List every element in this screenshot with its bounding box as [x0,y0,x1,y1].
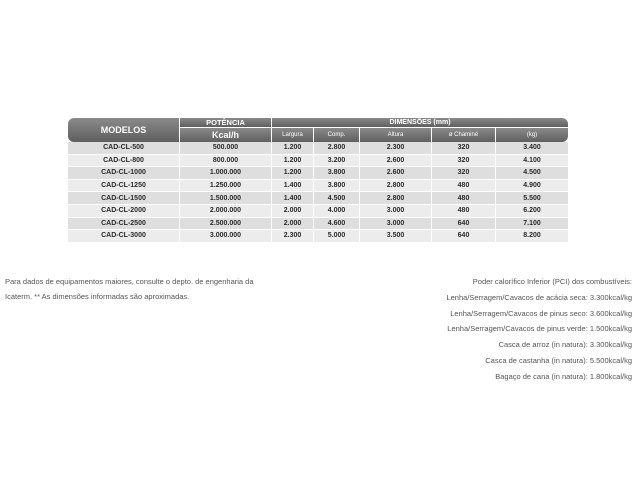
cell-width: 2.000 [272,218,314,231]
cell-chimney: 480 [432,192,496,205]
cell-chimney: 320 [432,167,496,180]
cell-power: 500.000 [180,142,272,155]
calorific-item: Casca de arroz (in natura): 3.300kcal/kg [498,340,632,350]
cell-model: CAD-CL-3000 [68,230,180,243]
table-row [68,230,568,243]
cell-width: 2.300 [272,230,314,243]
subheader-width: Largura [272,128,314,142]
header-power: POTÊNCIA [180,118,272,128]
cell-height: 3.000 [360,218,432,231]
footnote [5,274,305,304]
header-models: MODELOS [68,118,180,142]
subheader-chimney: ø Chaminé [432,128,496,142]
table-row [68,167,568,180]
calorific-values-list [332,274,632,385]
cell-length: 4.000 [314,205,360,218]
cell-length: 4.500 [314,192,360,205]
cell-length: 3.200 [314,155,360,168]
cell-chimney: 480 [432,180,496,193]
cell-width: 1.200 [272,167,314,180]
cell-length: 5.000 [314,230,360,243]
cell-weight: 8.200 [496,230,568,243]
table-body [68,142,568,243]
header-power-unit: Kcal/h [180,128,272,142]
cell-length: 2.800 [314,142,360,155]
cell-length: 3.800 [314,167,360,180]
cell-chimney: 640 [432,218,496,231]
cell-width: 1.200 [272,142,314,155]
cell-chimney: 480 [432,205,496,218]
calorific-item: Casca de castanha (in natura): 5.500kcal/kg [485,355,632,365]
cell-model: CAD-CL-800 [68,155,180,168]
cell-length: 4.600 [314,218,360,231]
cell-weight: 7.100 [496,218,568,231]
cell-model: CAD-CL-2000 [68,205,180,218]
cell-length: 3.800 [314,180,360,193]
cell-power: 1.250.000 [180,180,272,193]
calorific-item: Bagaço de cana (in natura): 1.800kcal/kg [495,371,632,381]
header-dimensions: DIMENSÕES (mm) [272,118,568,128]
specifications-table [68,118,568,243]
cell-height: 3.000 [360,205,432,218]
subheader-height: Altura [360,128,432,142]
cell-model: CAD-CL-2500 [68,218,180,231]
cell-width: 1.200 [272,155,314,168]
cell-chimney: 640 [432,230,496,243]
cell-width: 1.400 [272,180,314,193]
cell-height: 2.800 [360,192,432,205]
cell-width: 2.000 [272,205,314,218]
cell-weight: 3.400 [496,142,568,155]
table-row [68,218,568,231]
table-row [68,205,568,218]
cell-height: 2.600 [360,167,432,180]
cell-weight: 4.900 [496,180,568,193]
cell-model: CAD-CL-1500 [68,192,180,205]
cell-model: CAD-CL-1250 [68,180,180,193]
cell-power: 2.500.000 [180,218,272,231]
cell-chimney: 320 [432,155,496,168]
footnote-line: Para dados de equipamentos maiores, consulte o depto. de engenharia da [5,277,254,286]
cell-power: 800.000 [180,155,272,168]
cell-weight: 4.500 [496,167,568,180]
cell-weight: 5.500 [496,192,568,205]
cell-height: 3.500 [360,230,432,243]
calorific-item: Lenha/Serragem/Cavacos de acácia seca: 3.300kcal/kg [446,292,632,302]
cell-power: 2.000.000 [180,205,272,218]
cell-model: CAD-CL-1000 [68,167,180,180]
cell-height: 2.300 [360,142,432,155]
cell-power: 1.000.000 [180,167,272,180]
table-row [68,192,568,205]
footnote-line: Icaterm. ** As dimensões informadas são aproximadas. [5,292,190,301]
cell-height: 2.600 [360,155,432,168]
calorific-item: Lenha/Serragem/Cavacos de pinus verde: 1.500kcal/kg [447,324,632,334]
table-row [68,180,568,193]
cell-power: 3.000.000 [180,230,272,243]
calorific-title: Poder calorífico Inferior (PCI) dos combustíveis: [472,277,632,286]
table-row [68,142,568,155]
table-row [68,155,568,168]
cell-power: 1.500.000 [180,192,272,205]
cell-model: CAD-CL-500 [68,142,180,155]
calorific-item: Lenha/Serragem/Cavacos de pinus seco: 3.600kcal/kg [450,308,632,318]
cell-chimney: 320 [432,142,496,155]
subheader-length: Comp. [314,128,360,142]
cell-width: 1.400 [272,192,314,205]
cell-weight: 6.200 [496,205,568,218]
cell-height: 2.800 [360,180,432,193]
cell-weight: 4.100 [496,155,568,168]
subheader-weight: (kg) [496,128,568,142]
